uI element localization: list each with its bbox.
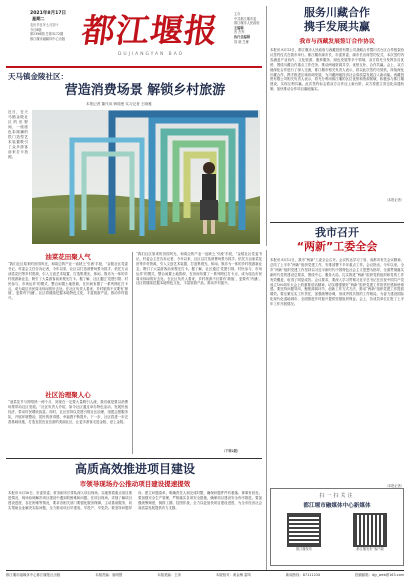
qr-label-2: 都江堰发布”客户端 xyxy=(356,547,384,551)
masthead-pinyin: DUJIANGYAN BAO xyxy=(118,52,185,57)
footer-hotline: 新闻热线：87111234 xyxy=(285,573,321,577)
lead-col2-body: “我们社区原来的田园风光，和周边的产业一直缺乏‘引流’手段，”金陵社区党委书记、村委会主任告诉记者，今年以来，社区以打造消费场景为抓手，依托万亩油菜花田等乡村资源，引入文创艺术装置，打造集观光、休闲、娱乐为一体的乡村旅游新业态，吸引了大量游客前来观光打卡。据了解，社区通过‘党建引领、村民参与、市场运作’的模式，整合闲置土地资源，在田间布置了一系列网红打卡点，成为周边市民周末休闲的好去处。在社区负责人看来，乡村旅游不仅要有‘颜值’，更要有‘内涵’。社区将继续挖掘本地特色文化，丰富旅游产品，推动乡村振兴。 xyxy=(136,252,262,286)
masthead xyxy=(6,6,262,64)
lead-kicker: 天马镇金陵社区： xyxy=(8,72,68,81)
qr-code-icon[interactable] xyxy=(287,513,321,547)
qr-subtitle: 都江堰市融媒体中心新媒体 xyxy=(303,503,371,509)
section2-body: “油菜花节与网络热一两个月，到现在一定要大量吸引人流，我们就是要以消费场景带动社区发展。”社区负责人介绍，如今社区通过举办特色活动、发展民宿经济，带动村民增收致富。同时，社区坚持以党建引领社区治理，组建志愿服务队，开展环境整治，居民的获得感、幸福感不断提升。下一步，社区将进一步完善基础设施，打造宜居宜业宜游的美丽社区，让更多游客走进金陵、爱上金陵。 xyxy=(8,400,128,424)
qr-code-icon[interactable] xyxy=(353,513,387,547)
top-right-story xyxy=(270,6,404,206)
bottom-subtitle: 市领导现场办公推动项目建设提速提效 xyxy=(79,480,191,488)
lead-col-divider xyxy=(132,252,133,454)
footer-email: 投稿邮箱：djy_web@163.com xyxy=(355,573,404,577)
top-right-headline-1: 服务川藏合作 xyxy=(304,6,370,19)
section1-title: 油菜花田聚人气 xyxy=(45,253,91,261)
lead-continued: （下转2版） xyxy=(222,449,241,453)
right-headline-1: 我市召开 xyxy=(315,226,359,239)
right-reporter: （本报记者） xyxy=(384,484,404,488)
top-right-body: 本报讯 8月13日，都江堰市人民政府与西藏投资有限公司战略合作暨川式台区合作框架协议签约仪式在我市举行。都江堰市副市长、市委常委、副市长出席签约仪式，本次签约内容涵盖产业协作、文化旅游、康养服务、绿色发展等多个领域，双方将充分发挥各自优势，围绕川藏合作重点工作任务，推动两地资源共享、优势互补、合作共赢。会上，双方就深化合作进行了深入交流，都江堰市相关负责人表示，将以此次签约为契机，持续深化川藏合作，携手推进区域协调发展，为川藏两地经济社会高质量发展注入新动能。西藏投资有限公司相关负责人表示，将充分利用都江堰的区位优势和资源禀赋，积极参与都江堰建设，实现互利共赢。此次签约标志着双方合作迈上新台阶，双方将建立常态化沟通机制，加快推动合作项目落地落实。 xyxy=(270,48,404,92)
right-headline-2: “两新”工委全会 xyxy=(296,240,378,253)
sponsor-info: 主办 中共都江堰市委 都江堰市人民政府 主编辑 晋 杰军 执行总编辑 饶 晓 芝雁 xyxy=(234,12,260,44)
top-right-reporter: （本报记者） xyxy=(384,198,404,202)
footer-editor: 本版责编：唐明慧 xyxy=(95,573,123,577)
footer xyxy=(6,572,404,580)
masthead-logo: 都江堰报 xyxy=(79,11,221,50)
qr-label-1: 都江堰发布 xyxy=(296,547,312,551)
issue-weekday: 星期二 xyxy=(32,16,45,21)
bottom-story xyxy=(8,462,262,566)
right-body: 本报讯 8月12日，我市“两新”工委全会召开。会议传达学习了省、成都市有关会议精神，总结了上半年“两新”组织党建工作，安排部署下半年重点工作。会议指出，今年以来，全市“两新”组织党建工作坚持以习近平新时代中国特色社会主义思想为指导，全面贯彻落实新时代党的建设总要求，围绕中心、服务大局，扎实推进“两新”组织党的组织和党的工作有效覆盖，取得了明显成效。会议要求，要深入学习贯彻习近平总书记在庆祝中国共产党成立100周年大会上的重要讲话精神，切实增强做好“两新”组织党建工作的责任感和使命感。要坚持问题导向，聚焦薄弱环节，创新工作方式方法，推动“两新”组织党建工作提质增效。要压紧压实工作责任，加强统筹协调，形成齐抓共管的工作格局，为奋力建设国际化现代化湿地城市、全面推进乡村振兴提供坚强组织保证。会上，各成员单位汇报了上半年工作开展情况。 xyxy=(270,258,404,307)
masthead-divider xyxy=(6,66,262,68)
issue-info: 农历辛丑年七月初十 今日8版 第2396期 总第3172期 都江堰市融媒体中心出版 xyxy=(30,23,66,41)
qr-title: 扫一扫关注 xyxy=(319,493,355,499)
section2-title: 社区治理聚人心 xyxy=(45,391,91,399)
top-right-headline-2: 携手发展共赢 xyxy=(304,20,370,33)
qr-box xyxy=(270,488,404,566)
lead-sidebar-text: 近日，在天马镇金陵社区的田野间，一座座色彩斑斓的拱门造型艺术装置吸引了众多游客前来打卡拍照。 xyxy=(8,110,28,159)
bottom-divider xyxy=(6,458,262,459)
section1-body: “我们社区原来的田园风光，和周边的产业一直缺乏‘引流’手段，”金陵社区党委书记、村委会主任告诉记者，今年以来，社区以打造消费场景为抓手，依托万亩油菜花田等乡村资源，引入文创艺术装置，打造集观光、休闲、娱乐为一体的乡村旅游新业态，吸引了大量游客前来观光打卡。据了解，社区通过‘党建引领、村民参与、市场运作’的模式，整合闲置土地资源，在田间布置了一系列网红打卡点，成为周边市民周末休闲的好去处。在社区负责人看来，乡村旅游不仅要有‘颜值’，更要有‘内涵’。社区将继续挖掘本地特色文化，丰富旅游产品，推动乡村振兴。 xyxy=(8,262,128,301)
right-divider-1 xyxy=(270,222,404,223)
column-divider-2 xyxy=(266,250,267,570)
issue-date: 2021年8月17日 xyxy=(30,11,67,16)
lead-byline: 本报记者 董代凤 韩瑞曼 实习记者 王晓雅 xyxy=(86,102,152,106)
footer-proofreader: 本版校对：黄金梅 雷鸣 xyxy=(215,573,251,577)
right-story xyxy=(270,226,404,488)
top-right-subtitle: 我市与西藏发展签订合作协议 xyxy=(299,39,375,45)
bottom-body: 本报讯 8月16日，市委常委、常务副市长带队深入项目现场，实地察看重点项目推进情况，现场协调解决项目建设中遇到的困难和问题。在项目现场，详细了解项目建设进度、存在困难等情况，要求各相关部门要强化服务保障，主动靠前服务，切实帮助企业解决实际问题，全力推动项目早建成、早投产、早见效。要坚持问题导向，建立问题清单，明确责任人和完成时限，确保问题件件有着落、事事有回音。要加强安全生产管理，严格落实各项安全措施，确保项目建设安全有序推进。要加强统筹调度，倒排工期、挂图作战，全力以赴加快项目建设进度，为全市经济社会高质量发展提供有力支撑。 xyxy=(8,491,262,510)
lead-headline: 营造消费场景 解锁乡村旅游 xyxy=(64,83,226,98)
footer-publisher: 都江堰市融媒体中心都江堰报社出版 xyxy=(6,573,61,577)
lead-photo xyxy=(32,110,260,244)
column-divider xyxy=(266,6,267,246)
bottom-headline: 高质高效推进项目建设 xyxy=(74,462,195,476)
arch-installation-photo xyxy=(32,110,260,244)
footer-designer: 本版美编：王奔 xyxy=(157,573,181,577)
footer-divider xyxy=(6,570,404,571)
